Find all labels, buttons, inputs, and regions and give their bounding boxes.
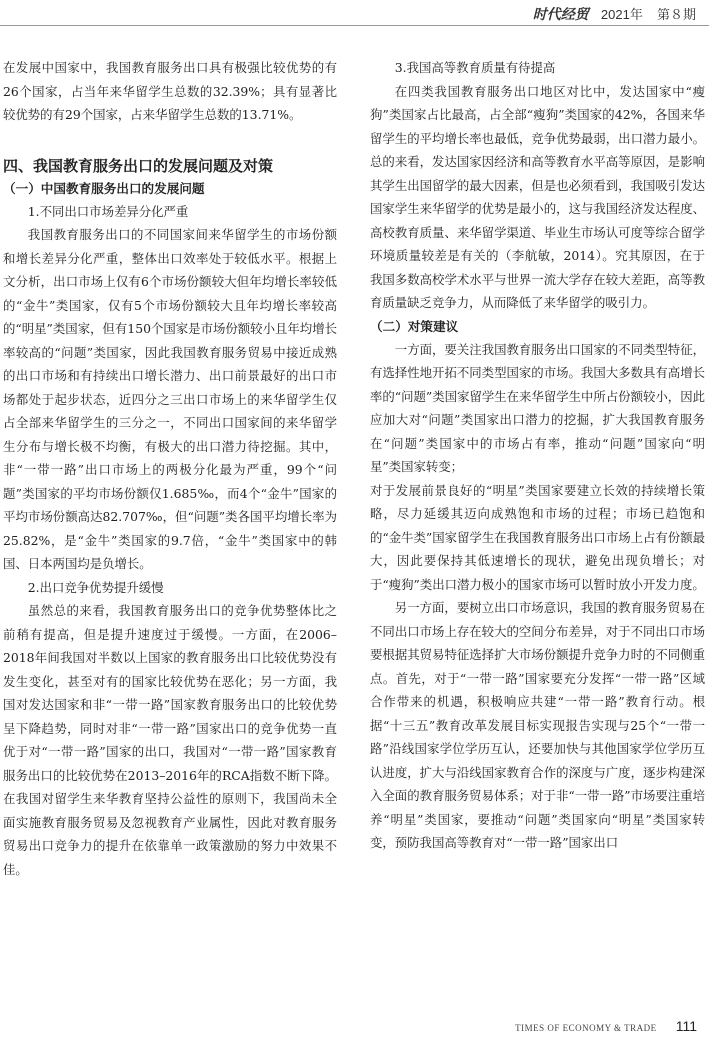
header-year: 2021年 [600, 7, 643, 22]
paragraph: 我国教育服务出口的不同国家间来华留学生的市场份额和增长差异分化严重，整体出口效率处于较低水平。根据上文分析，出口市场上仅有6个市场份额较大但年均增长率较低的“金牛”类国家，仅有5个市场份额较大且年均增长率较高的“明星”类国家，但有150个国家是市场份额较小且年均增长率较高的“问题”类国家，因此我国教育服务贸易中接近成熟的出口市场和有持续出口增长潜力、出口前景最好的出口市场都处于起步状态，近四分之三出口市场上的来华留学生仅占全部来华留学生的三分之一，不同出口国家间的来华留学生分布与增长极不均衡，有极大的出口潜力待挖掘。其中，非“一带一路”出口市场上的两极分化最为严重，99个“问题”类国家的平均市场份额仅1.685‰，而4个“金牛”国家的平均市场份额高达82.707‰，但“问题”类各国平均增长率为25.82%，是“金牛”类国家的9.7倍，“金牛”类国家中的韩国、日本两国均是负增长。 [3, 227, 337, 571]
item-title: 2.出口竞争优势提升缓慢 [27, 579, 164, 595]
subsection-title: （一）中国教育服务出口的发展问题 [3, 180, 205, 196]
right-column [370, 56, 705, 855]
paragraph: 在四类我国教育服务出口地区对比中，发达国家中“瘦狗”类国家占比最高，占全部“瘦狗”类国家的42%，各国来华留学生的平均增长率也最低，竞争优势最弱，出口潜力最小。总的来看，发达国家因经济和高等教育水平高等原因，是影响其学生出国留学的最大因素，但是也必须看到，我国吸引发达国家学生来华留学的优势是最小的，这与我国经济发达程度、高校教育质量、来华留学渠道、毕业生市场认可度等综合留学环境质量较差是有关的（李航敏，2014）。究其原因，在于我国多数高校学术水平与世界一流大学存在较大差距，高等教育质量缺乏竞争力，从而降低了来华留学的吸引力。 [370, 83, 705, 310]
item-title: 1.不同出口市场差异分化严重 [27, 203, 189, 219]
journal-english-name: TIMES OF ECONOMY & TRADE [515, 1023, 657, 1033]
paragraph: 在发展中国家中，我国教育服务出口具有极强比较优势的有26个国家，占当年来华留学生总数的32.39%；具有显著比较优势的有29个国家，占来华留学生总数的13.71%。 [3, 60, 337, 122]
page-header [0, 0, 709, 26]
paragraph: 另一方面，要树立出口市场意识，我国的教育服务贸易在不同出口市场上存在较大的空间分布差异，对于不同出口市场要根据其贸易特征选择扩大市场份额提升竞争力时的不同侧重点。首先，对于“一带一路”国家要充分发挥“一带一路”区域合作带来的机遇，积极响应共建“一带一路”教育行动。根据“十三五”教育改革发展目标实现报告实现与25个“一带一路”沿线国家学位学历互认，还要加快与其他国家学位学历互认进度，扩大与沿线国家教育合作的深度与广度，逐步构建深入全面的教育服务贸易体系；对于非“一带一路”市场要注重培养“明星”类国家，要推动“问题”类国家向“明星”类国家转变，预防我国高等教育对“一带一路”国家出口 [370, 600, 705, 850]
paragraph: 一方面，要关注我国教育服务出口国家的不同类型特征，有选择性地开拓不同类型国家的市场。我国大多数具有高增长率的“问题”类国家留学生在来华留学生中所占份额较小，因此应加大对“问题”类国家出口潜力的挖掘，扩大我国教育服务在“问题”类国家中的市场占有率，推动“问题”国家向“明星”类国家转变； [370, 341, 705, 474]
magazine-title: 时代经贸 [532, 7, 589, 23]
header-issue: 第８期 [656, 7, 696, 22]
section-title: 四、我国教育服务出口的发展问题及对策 [3, 156, 274, 175]
subsection-title: （二）对策建议 [370, 318, 459, 334]
page-footer [515, 1016, 697, 1035]
paragraph: 虽然总的来看，我国教育服务出口的竞争优势整体比之前稍有提高，但是提升速度过于缓慢。一方面，在2006–2018年间我国对半数以上国家的教育服务出口比较优势没有发生变化，甚至对有的国家比较优势在恶化；另一方面，我国对发达国家和非“一带一路”国家教育服务出口的比较优势呈下降趋势，同时对非“一带一路”国家出口的竞争优势一直优于对“一带一路”国家的出口，我国对“一带一路”国家教育服务出口的比较优势在2013–2016年的RCA指数不断下降。在我国对留学生来华教育坚持公益性的原则下，我国尚未全面实施教育服务贸易及忽视教育产业属性，因此对教育服务贸易出口竞争力的提升在依靠单一政策激励的努力中效果不佳。 [3, 603, 337, 877]
left-column [3, 56, 337, 881]
page-number: 111 [675, 1018, 697, 1034]
header-info [533, 4, 696, 24]
paragraph: 对于发展前景良好的“明星”类国家要建立长效的持续增长策略，尽力延缓其迈向成熟饱和市场的过程；市场已趋饱和的“金牛类”国家留学生在我国教育服务出口市场上占有份额最大，因此要保持其低速增长的现状，避免出现负增长；对于“瘦狗”类出口潜力极小的国家市场可以暂时放小开发力度。 [370, 482, 705, 592]
item-title: 3.我国高等教育质量有待提高 [394, 60, 556, 75]
header-rule [0, 25, 709, 26]
